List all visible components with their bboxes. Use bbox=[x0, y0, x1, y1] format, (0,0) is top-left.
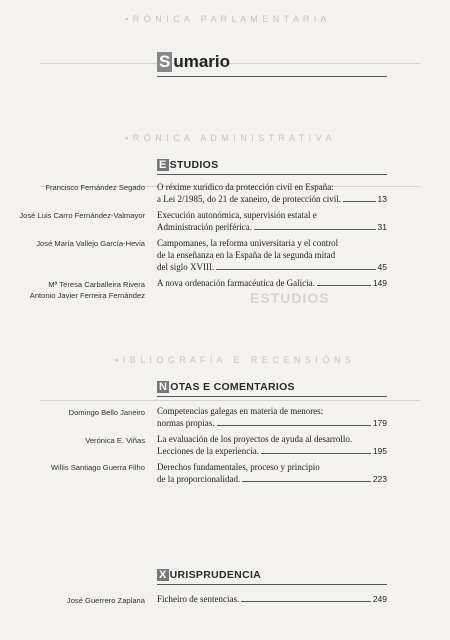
entry-title-line: Administración periférica. bbox=[157, 222, 252, 232]
leader-dots bbox=[242, 481, 371, 482]
section-rule bbox=[157, 396, 387, 397]
entry-title-line: Campomanes, la reforma universitaria y el control bbox=[157, 238, 339, 248]
show-through-rule bbox=[40, 400, 420, 401]
toc-entry[interactable] bbox=[157, 237, 387, 273]
toc-entry[interactable] bbox=[157, 277, 387, 289]
title-rest: umario bbox=[173, 52, 231, 71]
leader-dots bbox=[261, 453, 371, 454]
show-through-text: ESTUDIOS bbox=[250, 290, 330, 306]
entry-title-line: Execución autonómica, supervisión estatal e bbox=[157, 210, 317, 220]
entry-author: Francisco Fernández Segado bbox=[45, 183, 145, 192]
section-rule bbox=[157, 584, 387, 585]
section-initial: X bbox=[159, 569, 167, 581]
section-rule bbox=[157, 174, 387, 175]
toc-entry[interactable] bbox=[157, 405, 387, 429]
entry-title-line: Derechos fundamentales, proceso y principio bbox=[157, 462, 320, 472]
entry-title-line: a Lei 2/1985, do 21 de xaneiro, de protección civil. bbox=[157, 194, 341, 204]
page-number: 45 bbox=[377, 262, 387, 272]
toc-entry[interactable] bbox=[157, 433, 387, 457]
entry-author: José Luis Carro Fernández-Valmayor bbox=[19, 211, 145, 220]
show-through-text: ▪ I B L I O G R A F Í A E R E C E N S I Ó N S bbox=[115, 355, 352, 365]
entry-title-line: de la proporcionalidad. bbox=[157, 474, 241, 484]
toc-entry[interactable] bbox=[157, 461, 387, 485]
page-number: 149 bbox=[372, 278, 387, 288]
entry-author: Domingo Bello Janeiro bbox=[68, 408, 145, 417]
entry-author: Verónica E. Viñas bbox=[85, 436, 145, 445]
entry-title-line: de la enseñanza en la España de la segunda mitad bbox=[157, 250, 336, 260]
toc-entry[interactable] bbox=[157, 209, 387, 233]
entry-author: Antonio Javier Ferreira Fernández bbox=[29, 291, 145, 300]
title-rule bbox=[157, 76, 387, 77]
leader-dots bbox=[241, 601, 371, 602]
show-through-text: ▪ R Ó N I C A A D M I N I S T R A T I V A bbox=[125, 133, 333, 143]
entry-title-line: O réxime xurídico da protección civil en España: bbox=[157, 182, 334, 192]
section-initial: E bbox=[159, 159, 167, 171]
entry-title-line: Competencias galegas en materia de menores: bbox=[157, 406, 324, 416]
title-initial: S bbox=[159, 52, 171, 71]
section-heading-estudios bbox=[157, 159, 218, 171]
show-through-text: ▪ R Ó N I C A P A R L A M E N T A R I A bbox=[125, 14, 328, 24]
section-title: STUDIOS bbox=[169, 159, 219, 171]
page-number: 223 bbox=[372, 474, 387, 484]
page-number: 179 bbox=[372, 418, 387, 428]
page-number: 31 bbox=[377, 222, 387, 232]
section-heading-notas bbox=[157, 381, 295, 393]
section-heading-xurisprudencia bbox=[157, 569, 261, 581]
entry-title-line: Lecciones de la experiencia. bbox=[157, 446, 259, 456]
entry-author: José María Vallejo García-Hevia bbox=[36, 239, 145, 248]
entry-title-line: La evaluación de los proyectos de ayuda al desarrollo. bbox=[157, 434, 353, 444]
section-title: OTAS E COMENTARIOS bbox=[170, 381, 295, 393]
leader-dots bbox=[217, 425, 371, 426]
entry-author: Willis Santiago Guerra Filho bbox=[50, 463, 145, 472]
entry-title-line: del siglo XVIII. bbox=[157, 262, 215, 272]
toc-entry[interactable] bbox=[157, 593, 387, 605]
section-initial: N bbox=[159, 381, 168, 393]
toc-entry[interactable] bbox=[157, 181, 387, 205]
section-title: URISPRUDENCIA bbox=[169, 569, 262, 581]
leader-dots bbox=[317, 285, 371, 286]
entry-author: Mª Teresa Carballeira Rivera bbox=[48, 280, 145, 289]
page-title bbox=[157, 52, 230, 72]
page-number: 195 bbox=[372, 446, 387, 456]
leader-dots bbox=[343, 201, 376, 202]
leader-dots bbox=[254, 229, 376, 230]
page-number: 13 bbox=[377, 194, 387, 204]
leader-dots bbox=[216, 269, 375, 270]
entry-title-line: normas propias. bbox=[157, 418, 215, 428]
entry-title-line: Ficheiro de sentencias. bbox=[157, 594, 240, 604]
entry-title-line: A nova ordenación farmacéutica de Galicia. bbox=[157, 278, 315, 288]
page-number: 249 bbox=[372, 594, 387, 604]
entry-author: José Guerrero Zaplana bbox=[66, 596, 145, 605]
